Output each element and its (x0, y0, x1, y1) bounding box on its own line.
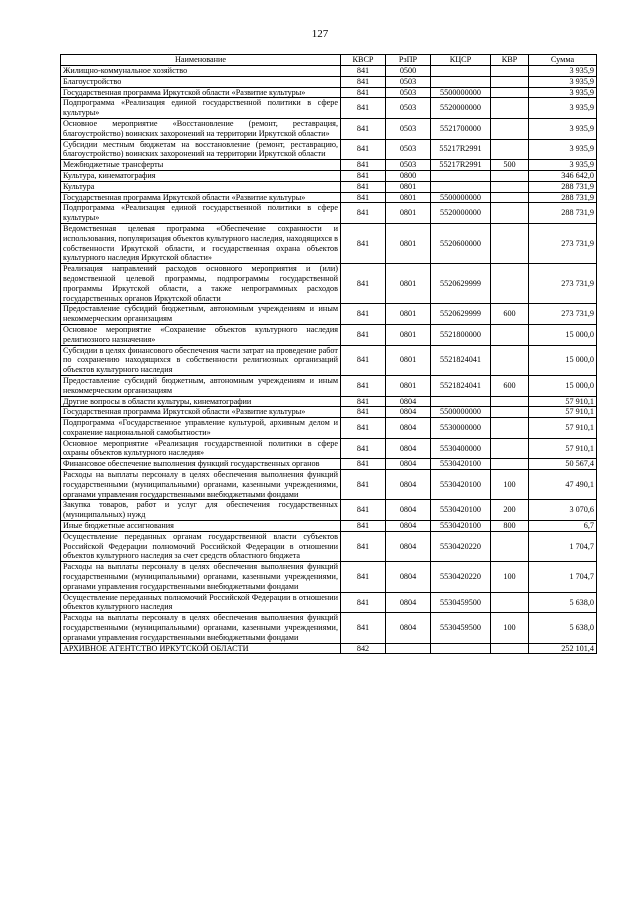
cell-kvr: 100 (491, 470, 529, 500)
cell-kvsr: 841 (341, 87, 386, 98)
table-body (61, 66, 597, 654)
cell-kvr: 600 (491, 375, 529, 396)
cell-kvr (491, 223, 529, 263)
cell-rzpr: 0503 (386, 160, 431, 171)
cell-kcsr (431, 76, 491, 87)
table-row (61, 192, 597, 203)
cell-rzpr: 0804 (386, 418, 431, 439)
cell-kvsr: 841 (341, 459, 386, 470)
cell-kcsr: 5521700000 (431, 118, 491, 139)
cell-kvr (491, 192, 529, 203)
cell-kcsr: 5530459500 (431, 592, 491, 613)
cell-rzpr: 0804 (386, 613, 431, 643)
cell-name: Расходы на выплаты персоналу в целях обеспечения выполнения функций государственными (муниципальными) органами, казенными учреждениями, органами управления государственными внебюджетными фондами (61, 470, 341, 500)
cell-rzpr: 0503 (386, 139, 431, 160)
cell-name: АРХИВНОЕ АГЕНТСТВО ИРКУТСКОЙ ОБЛАСТИ (61, 643, 341, 654)
cell-rzpr: 0804 (386, 521, 431, 532)
cell-kcsr: 5520629999 (431, 304, 491, 325)
cell-kvsr: 841 (341, 470, 386, 500)
cell-kvsr: 841 (341, 500, 386, 521)
cell-kvsr: 841 (341, 521, 386, 532)
cell-sum: 57 910,1 (529, 438, 597, 459)
budget-table (60, 54, 597, 654)
cell-kcsr: 5520000000 (431, 203, 491, 224)
cell-rzpr: 0801 (386, 375, 431, 396)
cell-kvsr: 841 (341, 66, 386, 77)
cell-kvr (491, 418, 529, 439)
cell-kcsr: 5500000000 (431, 192, 491, 203)
cell-name: Субсидии в целях финансового обеспечения части затрат на проведение работ по сохранению находящихся в собственности религиозных организаций объектов культурного наследия (61, 345, 341, 375)
cell-name: Осуществление переданных органам государственной власти субъектов Российской Федерации полномочий Российской Федерации в отношении объектов культурного наследия за счет средств областного бюджета (61, 531, 341, 561)
cell-name: Подпрограмма «Реализация единой государственной политики в сфере культуры» (61, 98, 341, 119)
cell-kvr: 200 (491, 500, 529, 521)
table-row (61, 459, 597, 470)
cell-name: Основное мероприятие «Реализация государственной политики в сфере охраны объектов культурного наследия» (61, 438, 341, 459)
cell-kcsr (431, 643, 491, 654)
cell-kvsr: 841 (341, 118, 386, 139)
cell-sum: 273 731,9 (529, 223, 597, 263)
cell-kvsr: 841 (341, 324, 386, 345)
table-header-row (61, 55, 597, 66)
cell-kvsr: 841 (341, 304, 386, 325)
cell-kcsr: 5500000000 (431, 87, 491, 98)
table-row (61, 264, 597, 304)
cell-rzpr: 0804 (386, 407, 431, 418)
table-row (61, 118, 597, 139)
cell-sum: 346 642,0 (529, 170, 597, 181)
cell-rzpr: 0804 (386, 562, 431, 592)
table-row (61, 223, 597, 263)
table-row (61, 304, 597, 325)
cell-name: Государственная программа Иркутской области «Развитие культуры» (61, 407, 341, 418)
cell-name: Жилищно-коммунальное хозяйство (61, 66, 341, 77)
cell-name: Подпрограмма «Реализация единой государственной политики в сфере культуры» (61, 203, 341, 224)
cell-sum: 15 000,0 (529, 375, 597, 396)
header-sum: Сумма (529, 55, 597, 66)
cell-sum: 57 910,1 (529, 396, 597, 407)
cell-sum: 50 567,4 (529, 459, 597, 470)
cell-rzpr: 0801 (386, 324, 431, 345)
table-row (61, 139, 597, 160)
cell-kvsr: 841 (341, 170, 386, 181)
table-row (61, 613, 597, 643)
cell-name: Осуществление переданных полномочий Российской Федерации в отношении объектов культурного наследия (61, 592, 341, 613)
cell-rzpr: 0500 (386, 66, 431, 77)
cell-name: Государственная программа Иркутской области «Развитие культуры» (61, 87, 341, 98)
cell-sum: 288 731,9 (529, 203, 597, 224)
cell-sum: 252 101,4 (529, 643, 597, 654)
cell-rzpr: 0503 (386, 87, 431, 98)
cell-rzpr: 0503 (386, 76, 431, 87)
table-row (61, 531, 597, 561)
cell-kvsr: 841 (341, 407, 386, 418)
cell-kvsr: 841 (341, 98, 386, 119)
cell-sum: 288 731,9 (529, 181, 597, 192)
table-row (61, 592, 597, 613)
cell-kvr (491, 396, 529, 407)
header-rzpr: РзПР (386, 55, 431, 66)
cell-kvr: 600 (491, 304, 529, 325)
cell-kvsr: 841 (341, 264, 386, 304)
cell-kcsr: 5530420220 (431, 562, 491, 592)
cell-name: Предоставление субсидий бюджетным, автономным учреждениям и иным некоммерческим организациям (61, 375, 341, 396)
table-row (61, 203, 597, 224)
cell-name: Расходы на выплаты персоналу в целях обеспечения выполнения функций государственными (муниципальными) органами, казенными учреждениями, органами управления государственными внебюджетными фондами (61, 613, 341, 643)
cell-kvsr: 841 (341, 375, 386, 396)
cell-kcsr: 5530420100 (431, 470, 491, 500)
page-number: 127 (311, 28, 329, 40)
cell-sum: 5 638,0 (529, 592, 597, 613)
cell-kvsr: 841 (341, 160, 386, 171)
cell-kvr (491, 118, 529, 139)
cell-kvsr: 841 (341, 345, 386, 375)
cell-name: Другие вопросы в области культуры, кинематографии (61, 396, 341, 407)
cell-kvr (491, 181, 529, 192)
cell-name: Подпрограмма «Государственное управление культурой, архивным делом и сохранение национальной самобытности» (61, 418, 341, 439)
cell-rzpr: 0801 (386, 181, 431, 192)
cell-name: Благоустройство (61, 76, 341, 87)
table-row (61, 562, 597, 592)
cell-name: Финансовое обеспечение выполнения функций государственных органов (61, 459, 341, 470)
cell-kcsr: 5530420220 (431, 531, 491, 561)
cell-name: Расходы на выплаты персоналу в целях обеспечения выполнения функций государственными (муниципальными) органами, казенными учреждениями, органами управления государственными внебюджетными фондами (61, 562, 341, 592)
cell-kvsr: 841 (341, 203, 386, 224)
cell-sum: 3 935,9 (529, 139, 597, 160)
cell-kvsr: 841 (341, 592, 386, 613)
table-row (61, 345, 597, 375)
cell-kvr (491, 87, 529, 98)
cell-name: Культура, кинематография (61, 170, 341, 181)
cell-kcsr: 5530400000 (431, 438, 491, 459)
cell-sum: 57 910,1 (529, 407, 597, 418)
cell-rzpr: 0804 (386, 396, 431, 407)
cell-kvr (491, 324, 529, 345)
cell-rzpr: 0503 (386, 98, 431, 119)
cell-name: Иные бюджетные ассигнования (61, 521, 341, 532)
table-row (61, 418, 597, 439)
table-row (61, 324, 597, 345)
cell-sum: 6,7 (529, 521, 597, 532)
cell-sum: 3 935,9 (529, 87, 597, 98)
cell-sum: 288 731,9 (529, 192, 597, 203)
cell-kvr (491, 407, 529, 418)
cell-kvsr: 841 (341, 613, 386, 643)
table-row (61, 438, 597, 459)
cell-kcsr (431, 170, 491, 181)
table-row (61, 98, 597, 119)
cell-rzpr: 0804 (386, 531, 431, 561)
cell-rzpr: 0804 (386, 438, 431, 459)
cell-sum: 3 935,9 (529, 76, 597, 87)
cell-name: Закупка товаров, работ и услуг для обеспечения государственных (муниципальных) нужд (61, 500, 341, 521)
cell-kcsr: 55217R2991 (431, 160, 491, 171)
cell-kvr: 100 (491, 613, 529, 643)
table-row (61, 170, 597, 181)
cell-sum: 3 935,9 (529, 98, 597, 119)
table-row (61, 407, 597, 418)
cell-name: Ведомственная целевая программа «Обеспечение сохранности и использования, популяризация объектов культурного наследия, находящихся в собственности Иркутской области, и государственная охрана объектов культурного наследия Иркутской области» (61, 223, 341, 263)
cell-rzpr: 0804 (386, 500, 431, 521)
cell-kvsr: 841 (341, 438, 386, 459)
cell-name: Реализация направлений расходов основного мероприятия и (или) ведомственной целевой программы, подпрограммы государственной программы Иркутской области, а также непрограммных расходов государственных органов Иркутской области (61, 264, 341, 304)
cell-rzpr: 0801 (386, 223, 431, 263)
cell-kcsr: 5530420100 (431, 500, 491, 521)
cell-name: Культура (61, 181, 341, 192)
cell-kvr (491, 459, 529, 470)
cell-kcsr: 5521800000 (431, 324, 491, 345)
cell-sum: 47 490,1 (529, 470, 597, 500)
cell-rzpr: 0801 (386, 203, 431, 224)
cell-sum: 15 000,0 (529, 345, 597, 375)
cell-kvr (491, 170, 529, 181)
cell-kcsr: 5520000000 (431, 98, 491, 119)
cell-rzpr: 0801 (386, 304, 431, 325)
cell-sum: 3 070,6 (529, 500, 597, 521)
cell-rzpr: 0804 (386, 470, 431, 500)
cell-kvr (491, 203, 529, 224)
cell-kvsr: 841 (341, 192, 386, 203)
cell-kvr (491, 76, 529, 87)
cell-kcsr: 5530459500 (431, 613, 491, 643)
cell-kvr: 500 (491, 160, 529, 171)
cell-kvsr: 841 (341, 562, 386, 592)
table-row (61, 87, 597, 98)
table-row (61, 160, 597, 171)
cell-kvsr: 841 (341, 531, 386, 561)
cell-kcsr: 5520600000 (431, 223, 491, 263)
cell-kvr (491, 643, 529, 654)
cell-kcsr: 5530420100 (431, 521, 491, 532)
cell-kcsr (431, 66, 491, 77)
header-kvr: КВР (491, 55, 529, 66)
cell-sum: 15 000,0 (529, 324, 597, 345)
table-row (61, 181, 597, 192)
table-row (61, 375, 597, 396)
table-row (61, 66, 597, 77)
cell-kcsr (431, 181, 491, 192)
cell-rzpr: 0503 (386, 118, 431, 139)
cell-rzpr: 0804 (386, 592, 431, 613)
cell-name: Межбюджетные трансферты (61, 160, 341, 171)
cell-kvr (491, 345, 529, 375)
cell-sum: 273 731,9 (529, 304, 597, 325)
cell-kvsr: 841 (341, 139, 386, 160)
cell-kvr (491, 531, 529, 561)
table-row (61, 470, 597, 500)
cell-kvr: 100 (491, 562, 529, 592)
cell-sum: 3 935,9 (529, 118, 597, 139)
cell-kcsr: 5530000000 (431, 418, 491, 439)
header-kcsr: КЦСР (431, 55, 491, 66)
cell-rzpr: 0801 (386, 264, 431, 304)
cell-kvr (491, 66, 529, 77)
cell-kcsr: 5530420100 (431, 459, 491, 470)
table-row (61, 76, 597, 87)
table-row (61, 500, 597, 521)
cell-sum: 273 731,9 (529, 264, 597, 304)
cell-name: Субсидии местным бюджетам на восстановление (ремонт, реставрацию, благоустройство) воинских захоронений на территории Иркутской области (61, 139, 341, 160)
cell-sum: 3 935,9 (529, 66, 597, 77)
table-row (61, 396, 597, 407)
cell-kvr (491, 592, 529, 613)
cell-rzpr (386, 643, 431, 654)
cell-kcsr: 5521824041 (431, 375, 491, 396)
table-row (61, 521, 597, 532)
cell-kcsr: 5521824041 (431, 345, 491, 375)
cell-kvsr: 841 (341, 418, 386, 439)
table-row (61, 643, 597, 654)
cell-sum: 1 704,7 (529, 562, 597, 592)
cell-kvsr: 841 (341, 223, 386, 263)
cell-kvsr: 841 (341, 181, 386, 192)
cell-rzpr: 0801 (386, 345, 431, 375)
cell-kcsr: 55217R2991 (431, 139, 491, 160)
cell-rzpr: 0800 (386, 170, 431, 181)
header-name: Наименование (61, 55, 341, 66)
cell-name: Основное мероприятие «Восстановление (ремонт, реставрация, благоустройство) воинских захоронений на территории Иркутской области» (61, 118, 341, 139)
cell-kvsr: 841 (341, 76, 386, 87)
cell-kvr (491, 98, 529, 119)
cell-sum: 1 704,7 (529, 531, 597, 561)
header-kvsr: КВСР (341, 55, 386, 66)
cell-rzpr: 0804 (386, 459, 431, 470)
cell-sum: 5 638,0 (529, 613, 597, 643)
cell-kcsr (431, 396, 491, 407)
cell-kvr (491, 264, 529, 304)
cell-kvr (491, 139, 529, 160)
cell-name: Государственная программа Иркутской области «Развитие культуры» (61, 192, 341, 203)
cell-sum: 57 910,1 (529, 418, 597, 439)
cell-kvsr: 842 (341, 643, 386, 654)
cell-kvr (491, 438, 529, 459)
cell-kcsr: 5500000000 (431, 407, 491, 418)
cell-kvr: 800 (491, 521, 529, 532)
cell-sum: 3 935,9 (529, 160, 597, 171)
cell-rzpr: 0801 (386, 192, 431, 203)
cell-kcsr: 5520629999 (431, 264, 491, 304)
cell-name: Предоставление субсидий бюджетным, автономным учреждениям и иным некоммерческим организациям (61, 304, 341, 325)
cell-kvsr: 841 (341, 396, 386, 407)
cell-name: Основное мероприятие «Сохранение объектов культурного наследия религиозного назначения» (61, 324, 341, 345)
